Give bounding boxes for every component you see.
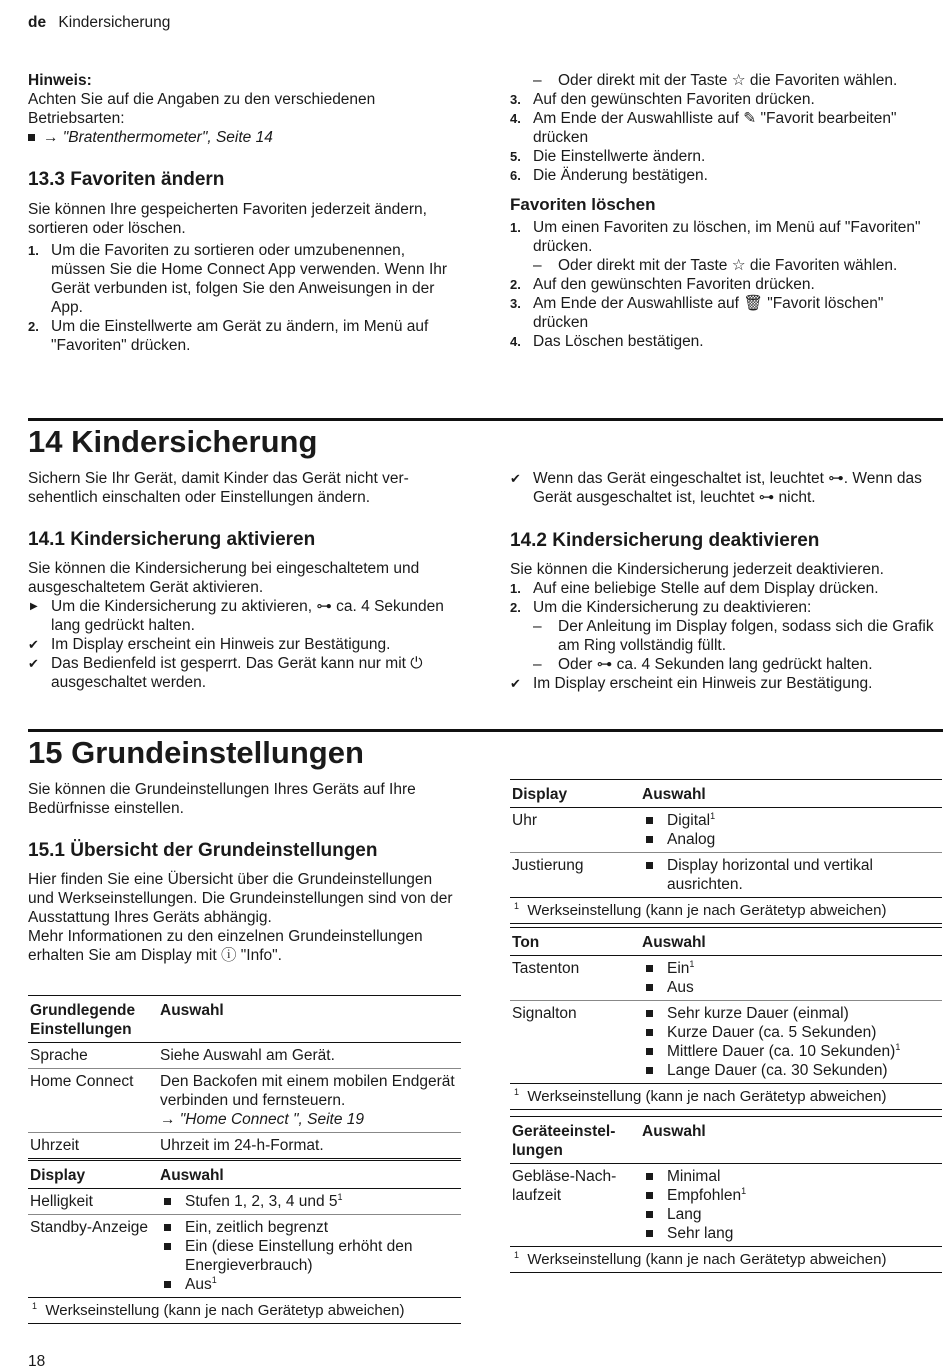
row-label: Gebläse-Nachlaufzeit — [512, 1168, 617, 1204]
col-header-2: Auswahl — [160, 1002, 224, 1019]
step-4: 4. Am Ende der Auswahlliste auf ✎ "Favorit bearbeiten" drücken — [510, 110, 897, 146]
option-item: Sehr kurze Dauer (einmal) — [642, 1004, 942, 1023]
col-header-2: Auswahl — [160, 1167, 224, 1184]
hinweis-link[interactable]: → "Bratenthermometer", Seite 14 — [43, 129, 273, 146]
section-13-3-left — [28, 71, 460, 355]
table-row — [28, 1043, 461, 1069]
step-1: 1. Um die Favoriten zu sortieren oder umzubenennen, müssen Sie die Home Connect App verwenden. Wenn Ihr Gerät verbunden ist, folgen Sie den Anweisungen in der App. — [28, 242, 448, 316]
section-14-2-title: 14.2 Kindersicherung deaktivieren — [510, 530, 820, 551]
row-label: Uhr — [512, 812, 537, 829]
option-item: Ein$^1$ — [642, 959, 942, 978]
action-activate — [28, 597, 460, 635]
section-13-3-right — [510, 71, 942, 351]
col-header-2: Auswahl — [642, 786, 706, 803]
option-item: Aus$^1$ — [160, 1275, 461, 1294]
row-label: Justierung — [512, 857, 584, 874]
loeschen-step-3-text: Am Ende der Auswahlliste auf 🗑 "Favorit löschen" drücken — [533, 295, 884, 331]
header-lang: de — [28, 14, 47, 31]
section-14-right — [510, 469, 942, 693]
section-14-intro: Sichern Sie Ihr Gerät, damit Kinder das Gerät nicht versehentlich einschalten oder Einstellungen ändern. — [28, 470, 409, 506]
section-14-2-intro: Sie können die Kindersicherung jederzeit deaktivieren. — [510, 561, 884, 578]
section-15-1-p2: Mehr Informationen zu den einzelnen Grundeinstellungen erhalten Sie am Display mit ⓘ "Info". — [28, 928, 423, 964]
header-title: Kindersicherung — [58, 14, 171, 31]
result-1-text: Im Display erscheint ein Hinweis zur Bestätigung. — [51, 636, 391, 653]
hinweis-link-item — [28, 128, 460, 147]
option-item: Aus — [642, 978, 942, 997]
section-14-left — [28, 469, 460, 692]
table-header-row — [28, 996, 461, 1043]
section-13-3-title: 13.3 Favoriten ändern — [28, 169, 225, 190]
home-connect-link[interactable]: → "Home Connect ", Seite 19 — [160, 1111, 364, 1128]
loeschen-substep: – Oder direkt mit der Taste ☆ die Favoriten wählen. — [533, 257, 898, 274]
table-footnote: $^1$ Werkseinstellung (kann je nach Gerätetyp abweichen) — [510, 898, 942, 924]
option-item: Analog — [642, 830, 942, 849]
deakt-substep-a-text: Der Anleitung im Display folgen, sodass sich die Grafik am Ring vollständig füllt. — [558, 618, 934, 654]
row-value: Siehe Auswahl am Gerät. — [160, 1047, 335, 1064]
deakt-step-1: 1. Auf eine beliebige Stelle auf dem Display drücken. — [510, 580, 879, 597]
loeschen-step-3: 3. Am Ende der Auswahlliste auf 🗑 "Favorit löschen" drücken — [510, 295, 884, 331]
loeschen-substep-text: Oder direkt mit der Taste ☆ die Favoriten wählen. — [558, 257, 898, 274]
check-icon: ✔ — [510, 471, 521, 486]
section-15-left — [28, 780, 460, 965]
table-header-row — [510, 1117, 942, 1164]
row-label: Standby-Anzeige — [30, 1219, 149, 1236]
table-grundlegende — [28, 995, 461, 1159]
table-row — [28, 1215, 461, 1298]
substep-a: – Oder direkt mit der Taste ☆ die Favoriten wählen. — [533, 72, 898, 89]
col-header-2: Auswahl — [642, 934, 706, 951]
col-header-1: Geräteeinstellungen — [512, 1123, 616, 1159]
step-2-text: Um die Einstellwerte am Gerät zu ändern, im Menü auf "Favoriten" drücken. — [51, 318, 429, 354]
option-item: Mittlere Dauer (ca. 10 Sekunden)$^1$ — [642, 1042, 942, 1061]
section-14-title: 14 Kindersicherung — [28, 424, 318, 459]
substep-a-text: Oder direkt mit der Taste ☆ die Favoriten wählen. — [558, 72, 898, 89]
deakt-substep-b-text: Oder ⊶ ca. 4 Sekunden lang gedrückt halten. — [558, 656, 873, 673]
section-15-intro: Sie können die Grundeinstellungen Ihres Geräts auf Ihre Bedürfnisse einstellen. — [28, 781, 416, 817]
section-15-rule — [28, 729, 943, 732]
table-row — [510, 1001, 942, 1084]
bullet-square-icon — [28, 134, 35, 141]
table-header-row — [28, 1161, 461, 1189]
col-header-1: Grundlegende Einstellungen — [30, 1002, 136, 1038]
row-label: Helligkeit — [30, 1193, 93, 1210]
deakt-substep-b: – Oder ⊶ ca. 4 Sekunden lang gedrückt halten. — [533, 656, 873, 673]
step-4-text: Am Ende der Auswahlliste auf ✎ "Favorit bearbeiten" drücken — [533, 110, 897, 146]
row-label: Home Connect — [30, 1073, 134, 1090]
option-item: Digital$^1$ — [642, 811, 942, 830]
row-label: Signalton — [512, 1005, 577, 1022]
col-header-1: Display — [30, 1167, 86, 1184]
step-6-text: Die Änderung bestätigen. — [533, 167, 708, 184]
option-item: Ein, zeitlich begrenzt — [160, 1218, 461, 1237]
option-item: Sehr lang — [642, 1224, 942, 1243]
running-header — [28, 13, 170, 32]
step-2: 2. Um die Einstellwerte am Gerät zu ändern, im Menü auf "Favoriten" drücken. — [28, 318, 429, 354]
step-6: 6. Die Änderung bestätigen. — [510, 167, 708, 184]
section-14-rule — [28, 418, 943, 421]
option-item: Lange Dauer (ca. 30 Sekunden) — [642, 1061, 942, 1080]
table-row — [510, 808, 942, 853]
favoriten-loeschen-title: Favoriten löschen — [510, 195, 656, 214]
table-geraeteeinstellungen — [510, 1116, 942, 1273]
result-3 — [510, 469, 942, 507]
result-2 — [28, 654, 460, 692]
loeschen-step-4: 4. Das Löschen bestätigen. — [510, 333, 704, 350]
check-icon: ✔ — [28, 637, 39, 652]
section-13-3-intro: Sie können Ihre gespeicherten Favoriten jederzeit ändern, sortieren oder löschen. — [28, 201, 427, 237]
table-display-right — [510, 779, 942, 924]
table-footnote: $^1$ Werkseinstellung (kann je nach Gerätetyp abweichen) — [510, 1084, 942, 1110]
step-3: 3. Auf den gewünschten Favoriten drücken. — [510, 91, 815, 108]
option-item: Lang — [642, 1205, 942, 1224]
table-row — [510, 1164, 942, 1247]
step-3-text: Auf den gewünschten Favoriten drücken. — [533, 91, 815, 108]
table-header-row — [510, 780, 942, 808]
table-row — [28, 1069, 461, 1133]
section-15-1-p1: Hier finden Sie eine Übersicht über die Grundeinstellungen und Werkseinstellungen. Die Grundeinstellungen sind von der Ausstattung Ihres Geräts abhängig. — [28, 871, 453, 926]
deakt-result — [510, 674, 942, 693]
hinweis-label: Hinweis: — [28, 72, 92, 89]
table-row — [510, 956, 942, 1001]
deakt-step-2-text: Um die Kindersicherung zu deaktivieren: — [533, 599, 812, 616]
result-3-text: Wenn das Gerät eingeschaltet ist, leuchtet ⊶. Wenn das Gerät ausgeschaltet ist, leuchtet ⊶ nicht. — [533, 470, 922, 506]
col-header-2: Auswahl — [642, 1123, 706, 1140]
option-item: Kurze Dauer (ca. 5 Sekunden) — [642, 1023, 942, 1042]
loeschen-step-1-text: Um einen Favoriten zu löschen, im Menü auf "Favoriten" drücken. — [533, 219, 921, 255]
deakt-substep-a: – Der Anleitung im Display folgen, sodass sich die Grafik am Ring vollständig füllt. — [533, 618, 934, 654]
table-row — [510, 853, 942, 898]
deakt-step-1-text: Auf eine beliebige Stelle auf dem Display drücken. — [533, 580, 879, 597]
step-5-text: Die Einstellwerte ändern. — [533, 148, 706, 165]
option-item: Empfohlen$^1$ — [642, 1186, 942, 1205]
row-value-text: Den Backofen mit einem mobilen Endgerät verbinden und fernsteuern. — [160, 1073, 455, 1109]
section-14-1-intro: Sie können die Kindersicherung bei eingeschaltetem und ausgeschaltetem Gerät aktivieren. — [28, 560, 420, 596]
action-activate-text: Um die Kindersicherung zu aktivieren, ⊶ ca. 4 Sekunden lang gedrückt halten. — [51, 598, 444, 634]
option-item: Display horizontal und vertikal ausrichten. — [642, 856, 942, 894]
loeschen-step-1: 1. Um einen Favoriten zu löschen, im Menü auf "Favoriten" drücken. — [510, 219, 921, 255]
check-icon: ✔ — [510, 676, 521, 691]
table-header-row — [510, 928, 942, 956]
section-14-1-title: 14.1 Kindersicherung aktivieren — [28, 529, 316, 550]
row-value — [160, 1072, 461, 1129]
table-row — [28, 1133, 461, 1159]
check-icon: ✔ — [28, 656, 39, 671]
option-item: Ein (diese Einstellung erhöht den Energieverbrauch) — [160, 1237, 461, 1275]
option-item: Minimal — [642, 1167, 942, 1186]
result-2-text: Das Bedienfeld ist gesperrt. Das Gerät kann nur mit ⏻ ausgeschaltet werden. — [51, 655, 423, 691]
section-15-1-title: 15.1 Übersicht der Grundeinstellungen — [28, 840, 378, 861]
table-ton — [510, 927, 942, 1110]
deakt-step-2: 2. Um die Kindersicherung zu deaktivieren: — [510, 599, 812, 616]
arrow-right-icon: ▶ — [30, 601, 38, 612]
col-header-1: Display — [512, 786, 568, 803]
table-display-left — [28, 1160, 461, 1324]
section-15-title: 15 Grundeinstellungen — [28, 735, 364, 770]
loeschen-step-2: 2. Auf den gewünschten Favoriten drücken. — [510, 276, 815, 293]
row-value: Uhrzeit im 24-h-Format. — [160, 1137, 324, 1154]
option-item: Stufen 1, 2, 3, 4 und $5^1$ — [160, 1192, 461, 1211]
result-1 — [28, 635, 460, 654]
col-header-1: Ton — [512, 934, 540, 951]
hinweis-text: Achten Sie auf die Angaben zu den verschiedenen Betriebsarten: — [28, 91, 376, 127]
loeschen-step-2-text: Auf den gewünschten Favoriten drücken. — [533, 276, 815, 293]
row-label: Uhrzeit — [30, 1137, 80, 1154]
step-5: 5. Die Einstellwerte ändern. — [510, 148, 706, 165]
page-number: 18 — [28, 1353, 46, 1370]
table-footnote: $^1$ Werkseinstellung (kann je nach Gerätetyp abweichen) — [28, 1298, 461, 1324]
table-footnote: $^1$ Werkseinstellung (kann je nach Gerätetyp abweichen) — [510, 1247, 942, 1273]
loeschen-step-4-text: Das Löschen bestätigen. — [533, 333, 704, 350]
deakt-result-text: Im Display erscheint ein Hinweis zur Bestätigung. — [533, 675, 873, 692]
row-label: Sprache — [30, 1047, 88, 1064]
step-1-text: Um die Favoriten zu sortieren oder umzubenennen, müssen Sie die Home Connect App verwenden. Wenn Ihr Gerät verbunden ist, folgen Sie den Anweisungen in der App. — [51, 242, 448, 316]
table-row — [28, 1189, 461, 1215]
row-label: Tastenton — [512, 960, 580, 977]
